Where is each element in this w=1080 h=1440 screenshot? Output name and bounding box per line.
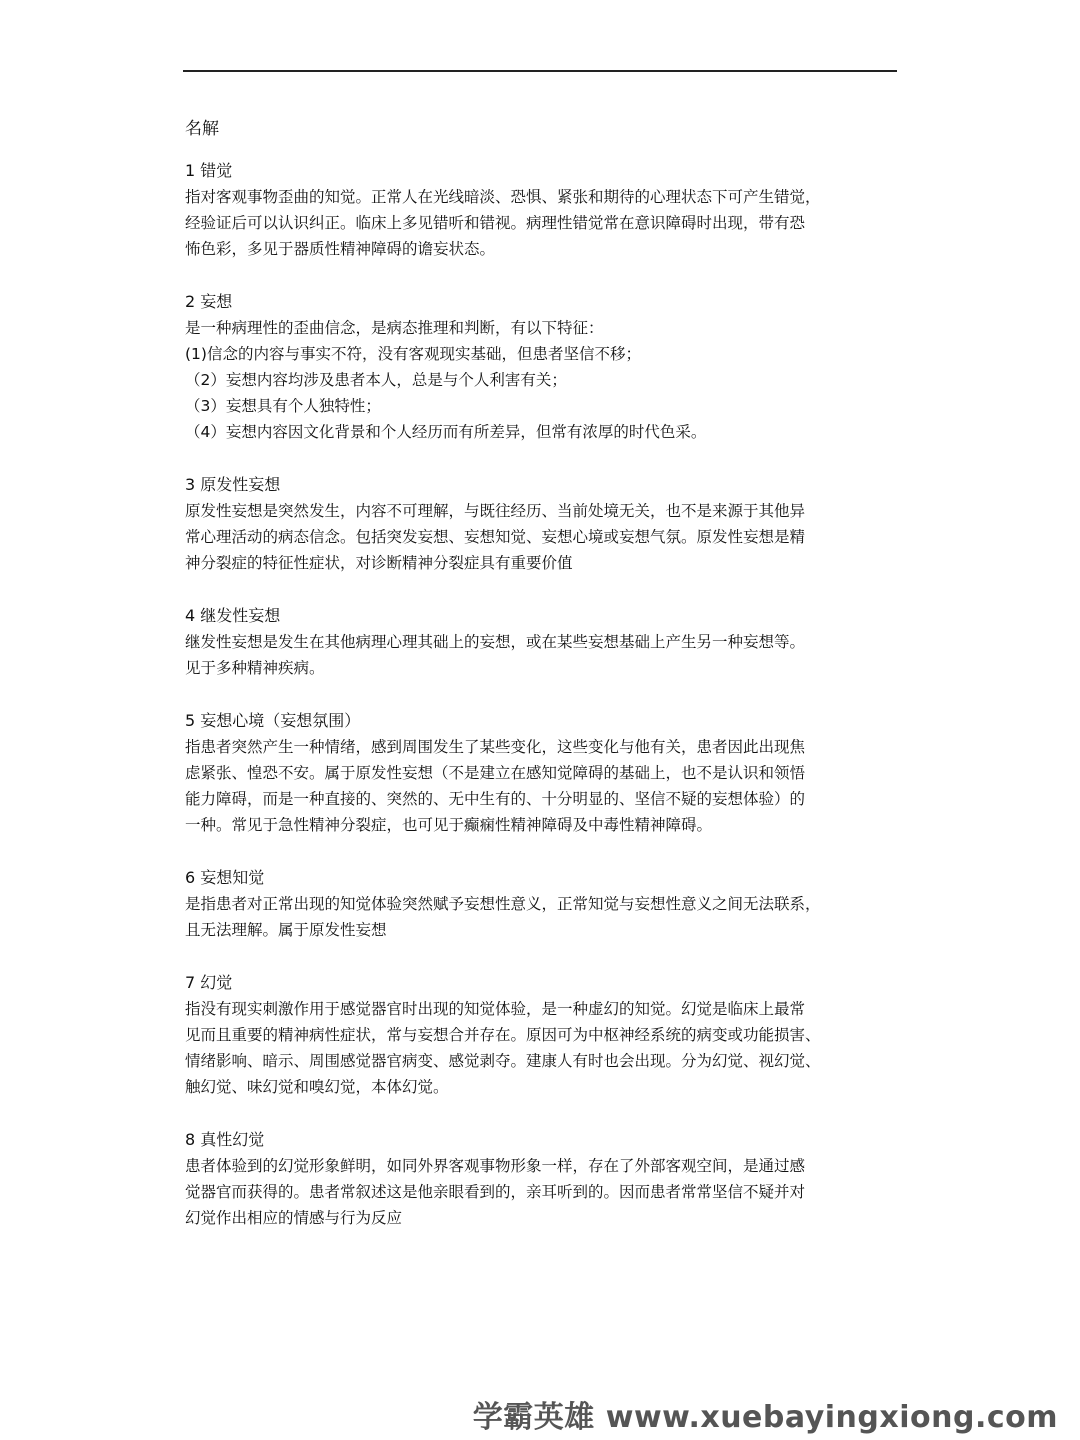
term-entry — [185, 708, 905, 838]
term-entry — [185, 158, 905, 262]
term-definition-line: 见而且重要的精神病性症状，常与妄想合并存在。原因可为中枢神经系统的病变或功能损害、 — [185, 1026, 821, 1044]
term-definition-line: 原发性妄想是突然发生，内容不可理解，与既往经历、当前处境无关，也不是来源于其他异 — [185, 502, 806, 520]
term-definition-line: 且无法理解。属于原发性妄想 — [185, 921, 387, 939]
term-definition-line: 神分裂症的特征性症状，对诊断精神分裂症具有重要价值 — [185, 554, 573, 572]
term-definition-line: (1)信念的内容与事实不符，没有客观现实基础，但患者坚信不移； — [185, 345, 641, 363]
term-title: 5 妄想心境（妄想氛围） — [185, 711, 361, 730]
document-body — [185, 116, 905, 1258]
term-entry — [185, 603, 905, 681]
term-title: 8 真性幻觉 — [185, 1130, 265, 1149]
term-title: 2 妄想 — [185, 292, 233, 311]
term-definition-line: 情绪影响、暗示、周围感觉器官病变、感觉剥夺。建康人有时也会出现。分为幻觉、视幻觉、 — [185, 1052, 821, 1070]
term-definition-line: 虑紧张、惶恐不安。属于原发性妄想（不是建立在感知觉障碍的基础上，也不是认识和领悟 — [185, 764, 806, 782]
term-definition-line: 指对客观事物歪曲的知觉。正常人在光线暗淡、恐惧、紧张和期待的心理状态下可产生错觉， — [185, 188, 821, 206]
entry-list — [185, 158, 905, 1231]
term-definition-line: 是一种病理性的歪曲信念，是病态推理和判断，有以下特征： — [185, 319, 604, 337]
term-definition-line: （3）妄想具有个人独特性； — [185, 397, 381, 415]
term-title: 1 错觉 — [185, 161, 233, 180]
term-definition-line: 常心理活动的病态信念。包括突发妄想、妄想知觉、妄想心境或妄想气氛。原发性妄想是精 — [185, 528, 806, 546]
term-definition-line: 觉器官而获得的。患者常叙述这是他亲眼看到的，亲耳听到的。因而患者常常坚信不疑并对 — [185, 1183, 806, 1201]
term-title: 4 继发性妄想 — [185, 606, 281, 625]
term-title: 3 原发性妄想 — [185, 475, 281, 494]
term-entry — [185, 970, 905, 1100]
section-heading: 名解 — [185, 119, 219, 139]
term-definition-line: 能力障碍，而是一种直接的、突然的、无中生有的、十分明显的、坚信不疑的妄想体验）的 — [185, 790, 806, 808]
header-rule — [183, 70, 897, 72]
term-entry — [185, 865, 905, 943]
term-definition-line: 怖色彩，多见于器质性精神障碍的谵妄状态。 — [185, 240, 496, 258]
term-definition-line: 是指患者对正常出现的知觉体验突然赋予妄想性意义，正常知觉与妄想性意义之间无法联系， — [185, 895, 821, 913]
term-definition-line: 指没有现实刺激作用于感觉器官时出现的知觉体验，是一种虚幻的知觉。幻觉是临床上最常 — [185, 1000, 806, 1018]
term-entry — [185, 289, 905, 445]
site-watermark: 学霸英雄 www.xuebayingxiong.com — [472, 1400, 1058, 1435]
term-definition-line: 一种。常见于急性精神分裂症，也可见于癫痫性精神障碍及中毒性精神障碍。 — [185, 816, 713, 834]
term-definition-line: 见于多种精神疾病。 — [185, 659, 325, 677]
term-definition-line: 患者体验到的幻觉形象鲜明，如同外界客观事物形象一样，存在了外部客观空间，是通过感 — [185, 1157, 806, 1175]
term-entry — [185, 1127, 905, 1231]
term-definition-line: 指患者突然产生一种情绪，感到周围发生了某些变化，这些变化与他有关，患者因此出现焦 — [185, 738, 806, 756]
term-definition-line: 触幻觉、味幻觉和嗅幻觉，本体幻觉。 — [185, 1078, 449, 1096]
term-definition-line: （2）妄想内容均涉及患者本人，总是与个人利害有关； — [185, 371, 567, 389]
term-title: 7 幻觉 — [185, 973, 233, 992]
term-definition-line: 幻觉作出相应的情感与行为反应 — [185, 1209, 403, 1227]
term-definition-line: （4）妄想内容因文化背景和个人经历而有所差异，但常有浓厚的时代色采。 — [185, 423, 707, 441]
term-entry — [185, 472, 905, 576]
term-title: 6 妄想知觉 — [185, 868, 265, 887]
term-definition-line: 继发性妄想是发生在其他病理心理其础上的妄想，或在某些妄想基础上产生另一种妄想等。 — [185, 633, 806, 651]
term-definition-line: 经验证后可以认识纠正。临床上多见错听和错视。病理性错觉常在意识障碍时出现，带有恐 — [185, 214, 806, 232]
